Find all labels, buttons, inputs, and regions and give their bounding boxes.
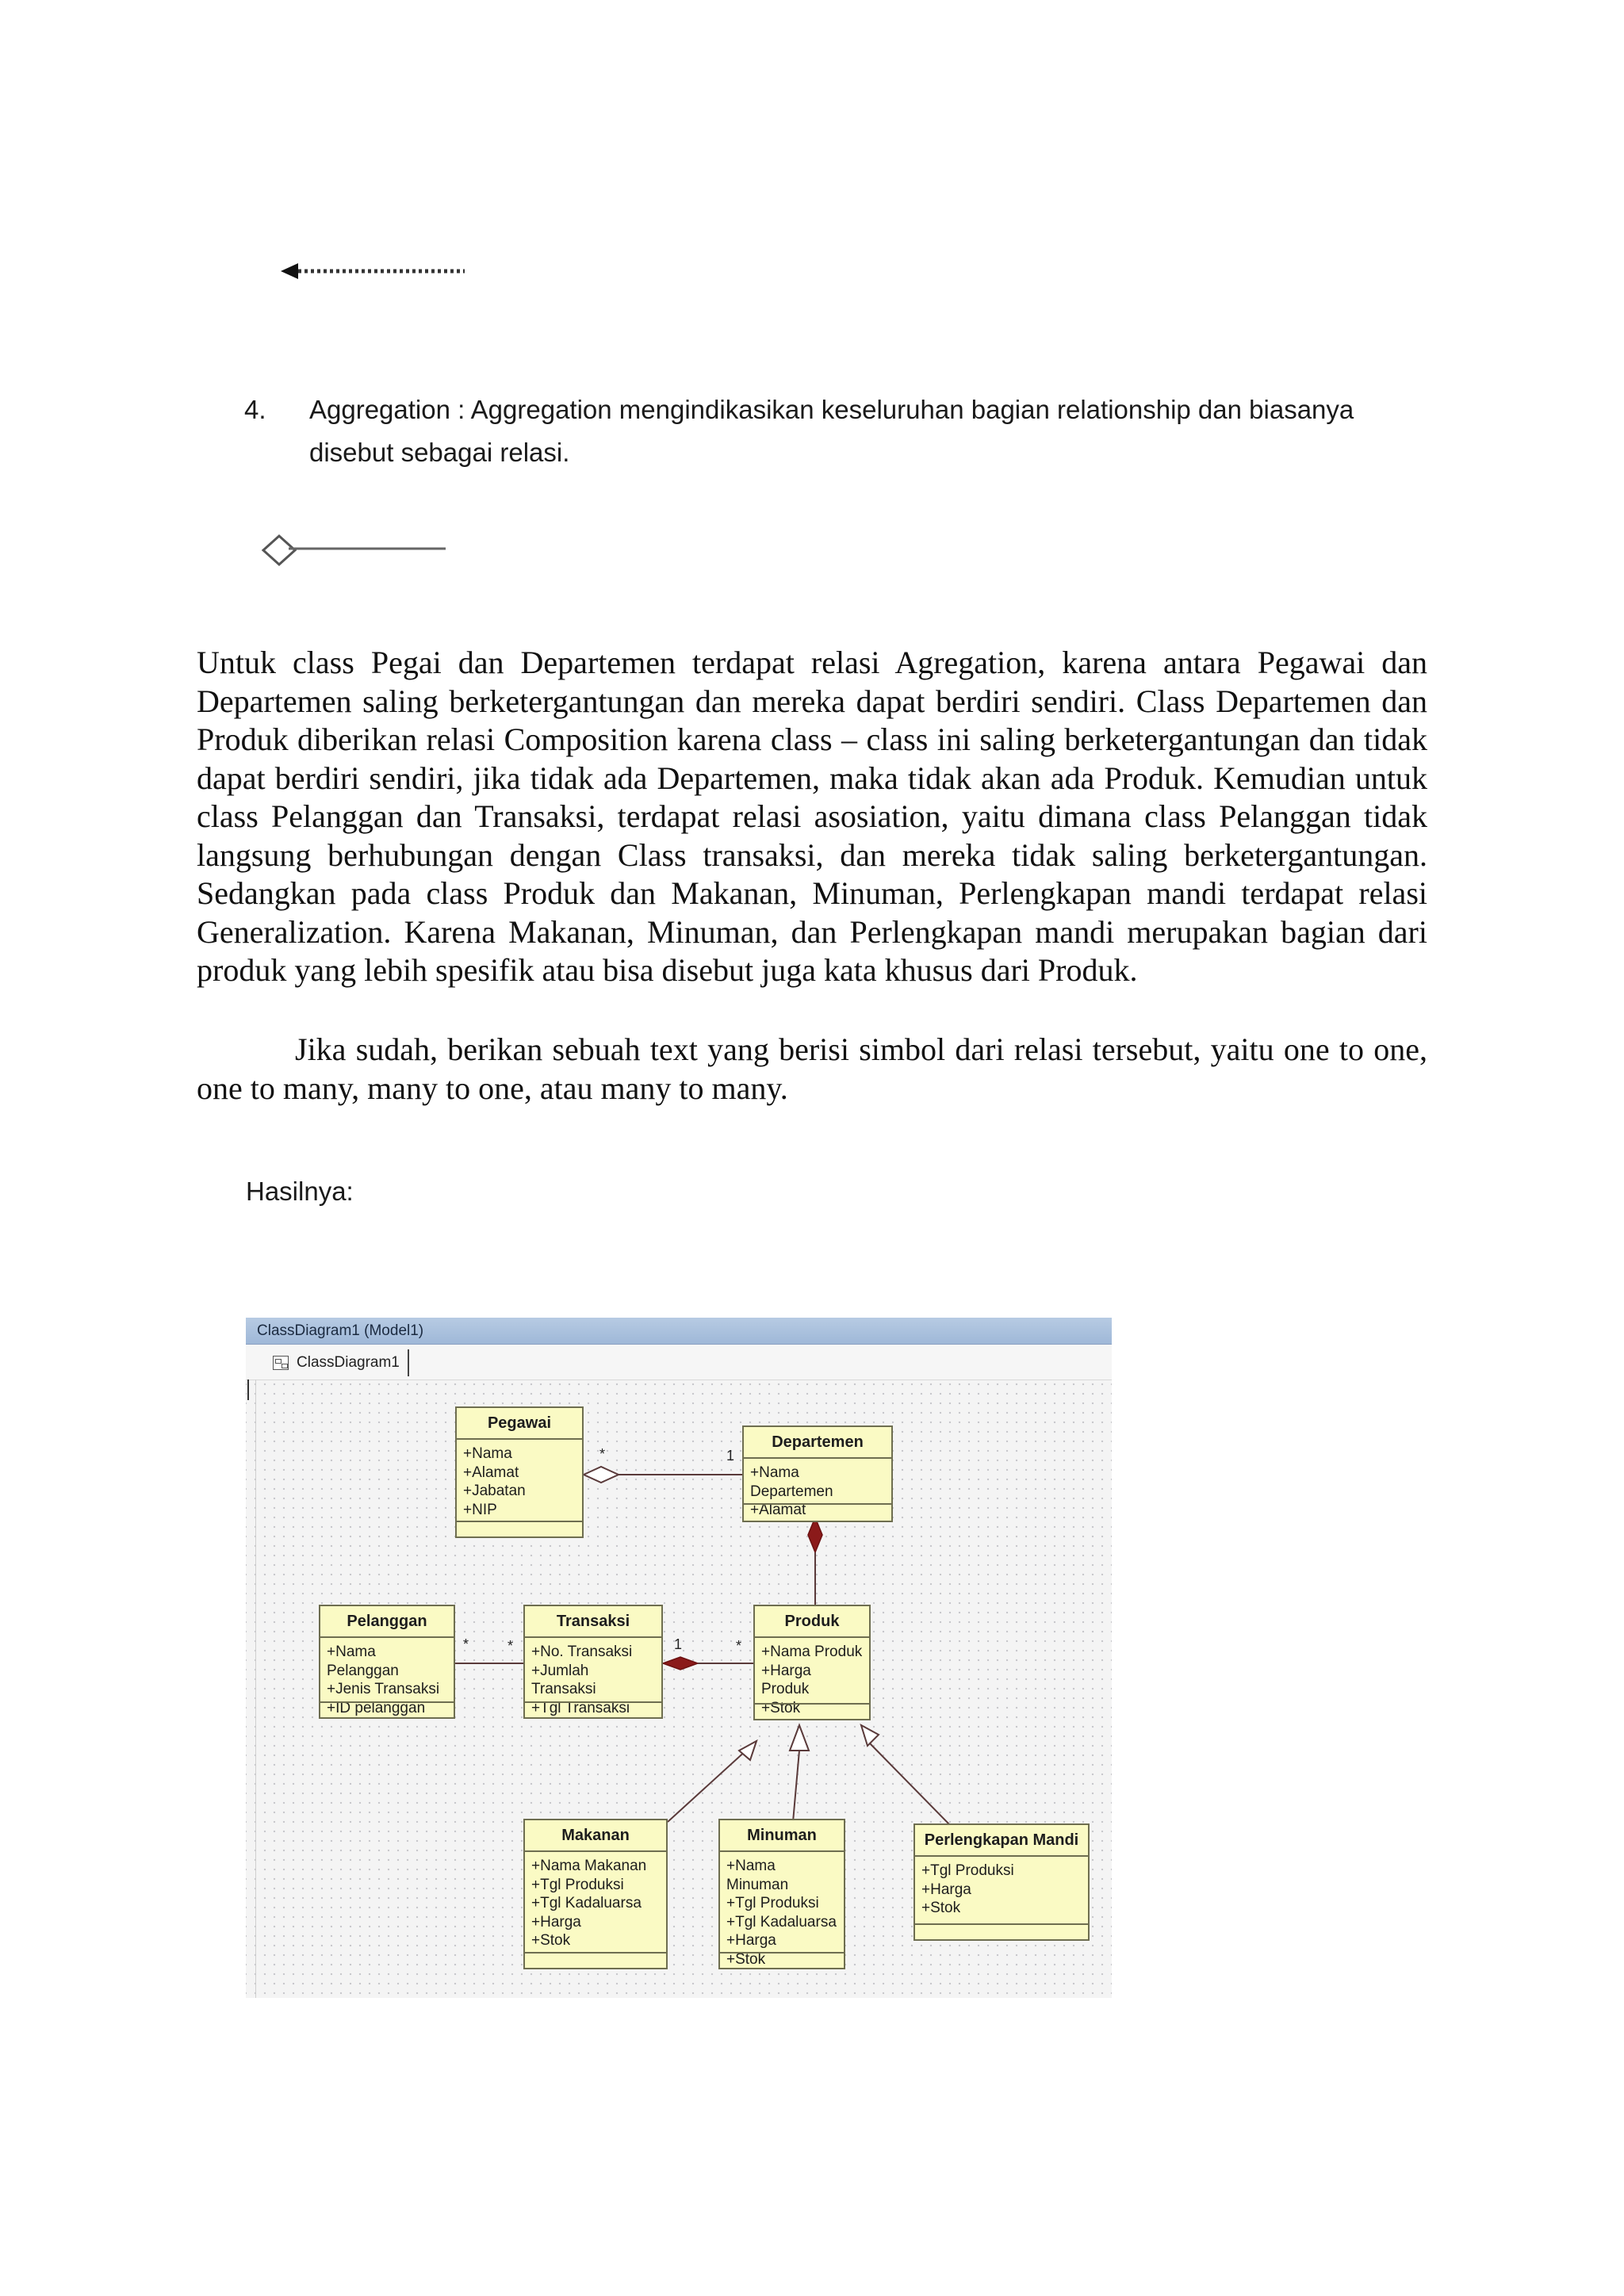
attribute: +Stok [761, 1699, 801, 1716]
attribute: +Tgl Kadaluarsa [531, 1895, 642, 1911]
result-label: Hasilnya: [246, 1177, 354, 1206]
attribute: +Nama Departemen [750, 1464, 833, 1500]
list-number: 4. [244, 395, 266, 424]
attribute: +No. Transaksi [531, 1644, 633, 1660]
attribute: +Nama Pelanggan [327, 1644, 399, 1679]
aggregation-diamond-icon [584, 1467, 619, 1483]
attribute: +ID pelanggan [327, 1699, 426, 1716]
class-attributes [525, 1852, 666, 1950]
attribute: +NIP [463, 1501, 497, 1518]
aggregation-symbol-figure [257, 526, 455, 574]
generalization-triangle-icon [790, 1725, 809, 1751]
class-box-minuman[interactable] [718, 1819, 845, 1969]
class-attributes [525, 1638, 661, 1717]
class-name: Pegawai [457, 1408, 582, 1440]
composition-diamond-icon [808, 1517, 822, 1552]
attribute: +Nama Makanan [531, 1858, 647, 1874]
attribute: +Tgl Produksi [726, 1895, 819, 1911]
attribute: +Jenis Transaksi [327, 1681, 440, 1697]
class-box-makanan[interactable] [523, 1819, 668, 1969]
attribute: +Harga [921, 1881, 971, 1898]
operations-separator [755, 1703, 869, 1705]
class-attributes [915, 1857, 1088, 1918]
class-attributes [720, 1852, 844, 1969]
generalization-edge-perlengkapan-produk [861, 1725, 950, 1825]
class-name: Perlengkapan Mandi [915, 1825, 1088, 1857]
generalization-edge-makanan-produk [668, 1741, 756, 1822]
diagram-window-title: ClassDiagram1 (Model1) [246, 1318, 1112, 1345]
operations-separator [525, 1952, 666, 1954]
attribute: +Harga [726, 1932, 776, 1949]
attribute: +Tgl Produksi [531, 1876, 624, 1893]
attribute: +Stok [921, 1900, 961, 1916]
tab-label: ClassDiagram1 [297, 1354, 400, 1371]
operations-separator [320, 1701, 454, 1703]
attribute: +Alamat [463, 1464, 519, 1481]
class-name: Pelanggan [320, 1606, 454, 1638]
class-name: Departemen [744, 1427, 891, 1459]
body-paragraph-multiplicity: Jika sudah, berikan sebuah text yang berisi simbol dari relasi tersebut, yaitu one to one, one to many, many to one, atau many to many. [197, 1031, 1427, 1106]
attribute: +Stok [531, 1932, 571, 1949]
list-item-text: Aggregation : Aggregation mengindikasikan keseluruhan bagian relationship dan biasanya disebut sebagai relasi. [309, 395, 1354, 467]
generalization-edge-minuman-produk [790, 1725, 809, 1822]
class-attributes [457, 1440, 582, 1519]
class-name: Transaksi [525, 1606, 661, 1638]
composition-diamond-icon [663, 1657, 698, 1670]
filled-arrowhead-icon [281, 263, 298, 279]
attribute: +Nama [463, 1445, 512, 1462]
class-attributes [744, 1459, 891, 1520]
body-paragraph-relations: Untuk class Pegai dan Departemen terdapat relasi Agregation, karena antara Pegawai dan Departemen saling berketergantungan dan mereka dapat berdiri sendiri. Class Departemen dan Produk diberikan relasi Composition karena class – class ini saling berketergantungan dan tidak dapat berdiri sendiri, jika tidak ada Departemen, maka tidak akan ada Produk. Kemudian untuk class Pelanggan dan Transaksi, terdapat relasi asosiation, yaitu dimana class Pelanggan tidak langsung berhubungan dengan Class transaksi, dan mereka tidak saling berketergantungan. Sedangkan pada class Produk dan Makanan, Minuman, Perlengkapan mandi terdapat relasi Generalization. Karena Makanan, Minuman, dan Perlengkapan mandi merupakan bagian dari produk yang lebih spesifik atau bisa disebut juga kata khusus dari Produk. [197, 645, 1427, 988]
composition-edge-transaksi-produk [663, 1657, 753, 1670]
class-box-pegawai[interactable] [455, 1406, 584, 1538]
attribute: +Tgl Produksi [921, 1862, 1014, 1879]
class-box-departemen[interactable] [742, 1425, 893, 1522]
attribute: +Nama Produk [761, 1644, 863, 1660]
attribute: +Tgl Kadaluarsa [726, 1913, 837, 1931]
multiplicity-label: 1 [674, 1636, 683, 1652]
operations-separator [720, 1952, 844, 1954]
attribute: +Harga [531, 1913, 581, 1931]
attribute: +Jabatan [463, 1483, 526, 1499]
class-box-transaksi[interactable] [523, 1605, 663, 1719]
attribute: +Jumlah Transaksi [531, 1662, 596, 1697]
class-box-produk[interactable] [753, 1605, 871, 1720]
attribute: +Nama Minuman [726, 1858, 789, 1893]
operations-separator [915, 1923, 1088, 1925]
multiplicity-label: * [736, 1638, 742, 1654]
attribute: +Harga Produk [761, 1662, 811, 1697]
hollow-diamond-icon [263, 536, 295, 564]
multiplicity-label: * [599, 1446, 606, 1462]
multiplicity-label: * [508, 1638, 514, 1654]
operations-separator [457, 1521, 582, 1522]
class-box-perlengkapan-mandi[interactable] [914, 1823, 1090, 1941]
class-name: Makanan [525, 1820, 666, 1852]
composition-edge-departemen-produk [808, 1517, 822, 1605]
aggregation-edge-pegawai-departemen [584, 1467, 742, 1483]
class-diagram-screenshot [246, 1318, 1112, 1998]
class-name: Produk [755, 1606, 869, 1638]
class-name: Minuman [720, 1820, 844, 1852]
attribute: +Alamat [750, 1502, 806, 1518]
attribute: +Tgl Transaksi [531, 1699, 630, 1716]
multiplicity-label: 1 [726, 1448, 735, 1464]
multiplicity-label: * [463, 1636, 469, 1652]
dependency-arrow-figure [270, 255, 476, 287]
generalization-triangle-icon [739, 1741, 756, 1760]
generalization-triangle-icon [861, 1725, 879, 1746]
operations-separator [744, 1503, 891, 1505]
class-attributes [320, 1638, 454, 1717]
class-attributes [755, 1638, 869, 1717]
class-box-pelanggan[interactable] [319, 1605, 455, 1719]
operations-separator [525, 1701, 661, 1703]
attribute: +Stok [726, 1950, 766, 1968]
